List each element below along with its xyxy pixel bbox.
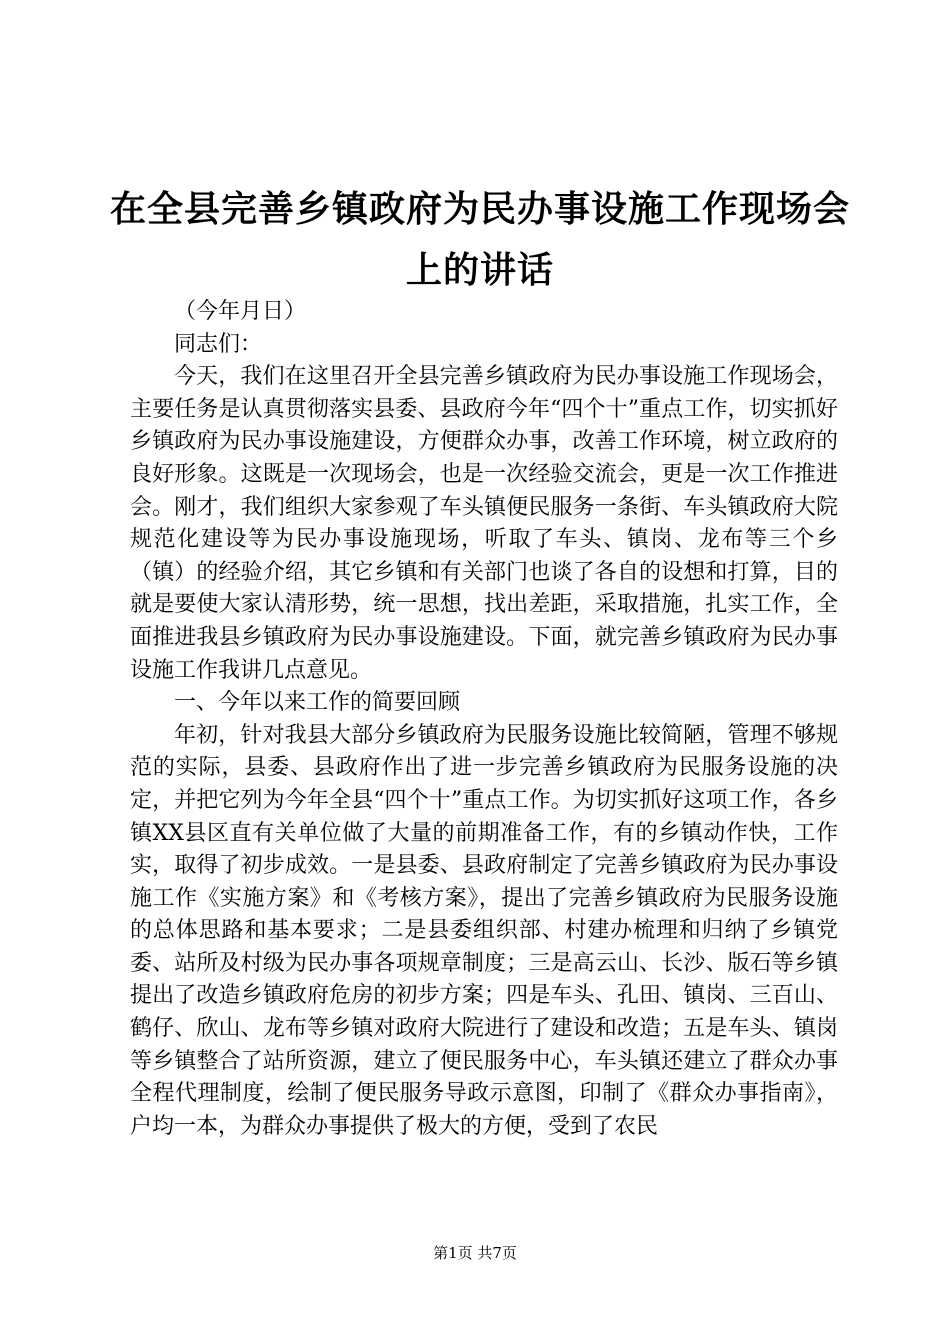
salutation: 同志们： xyxy=(174,331,263,357)
intro-paragraph: 今天，我们在这里召开全县完善乡镇政府为民办事设施工作现场会，主要任务是认真贯彻落实县委、县政府今年“四个十”重点工作，切实抓好乡镇政府为民办事设施建设，方便群众办事，改善工作环境，树立政府的良好形象。这既是一次现场会，也是一次经验交流会，更是一次工作推进会。刚才，我们组织大家参观了车头镇便民服务一条街、车头镇政府大院规范化建设等为民办事设施现场，听取了车头、镇岗、龙布等三个乡（镇）的经验介绍，其它乡镇和有关部门也谈了各自的设想和打算，目的就是要使大家认清形势，统一思想，找出差距，采取措施，扎实工作，全面推进我县乡镇政府为民办事设施建设。下面，就完善乡镇政府为民办事设施工作我讲几点意见。 xyxy=(130,364,838,683)
section-heading: 一、今年以来工作的简要回顾 xyxy=(174,690,461,716)
document-title-line-1: 在全县完善乡镇政府为民办事设施工作现场会 xyxy=(110,188,851,230)
document-title-line-2: 上的讲话 xyxy=(405,249,554,291)
page-footer: 第1页 共7页 xyxy=(433,1244,517,1262)
review-paragraph: 年初，针对我县大部分乡镇政府为民服务设施比较简陋，管理不够规范的实际，县委、县政府作出了进一步完善乡镇政府为民服务设施的决定，并把它列为今年全县“四个十”重点工作。为切实抓好这项工作，各乡镇XX县区直有关单位做了大量的前期准备工作，有的乡镇动作快，工作实，取得了初步成效。一是县委、县政府制定了完善乡镇政府为民办事设施工作《实施方案》和《考核方案》，提出了完善乡镇政府为民服务设施的总体思路和基本要求；二是县委组织部、村建办梳理和归纳了乡镇党委、站所及村级为民办事各项规章制度；三是高云山、长沙、版石等乡镇提出了改造乡镇政府危房的初步方案；四是车头、孔田、镇岗、三百山、鹤仔、欣山、龙布等乡镇对政府大院进行了建设和改造；五是车头、镇岗等乡镇整合了站所资源，建立了便民服务中心，车头镇还建立了群众办事全程代理制度，绘制了便民服务导政示意图，印制了《群众办事指南》，户均一本，为群众办事提供了极大的方便，受到了农民 xyxy=(130,722,838,1139)
date-line: （今年月日） xyxy=(174,299,307,324)
document-body xyxy=(130,296,838,1143)
